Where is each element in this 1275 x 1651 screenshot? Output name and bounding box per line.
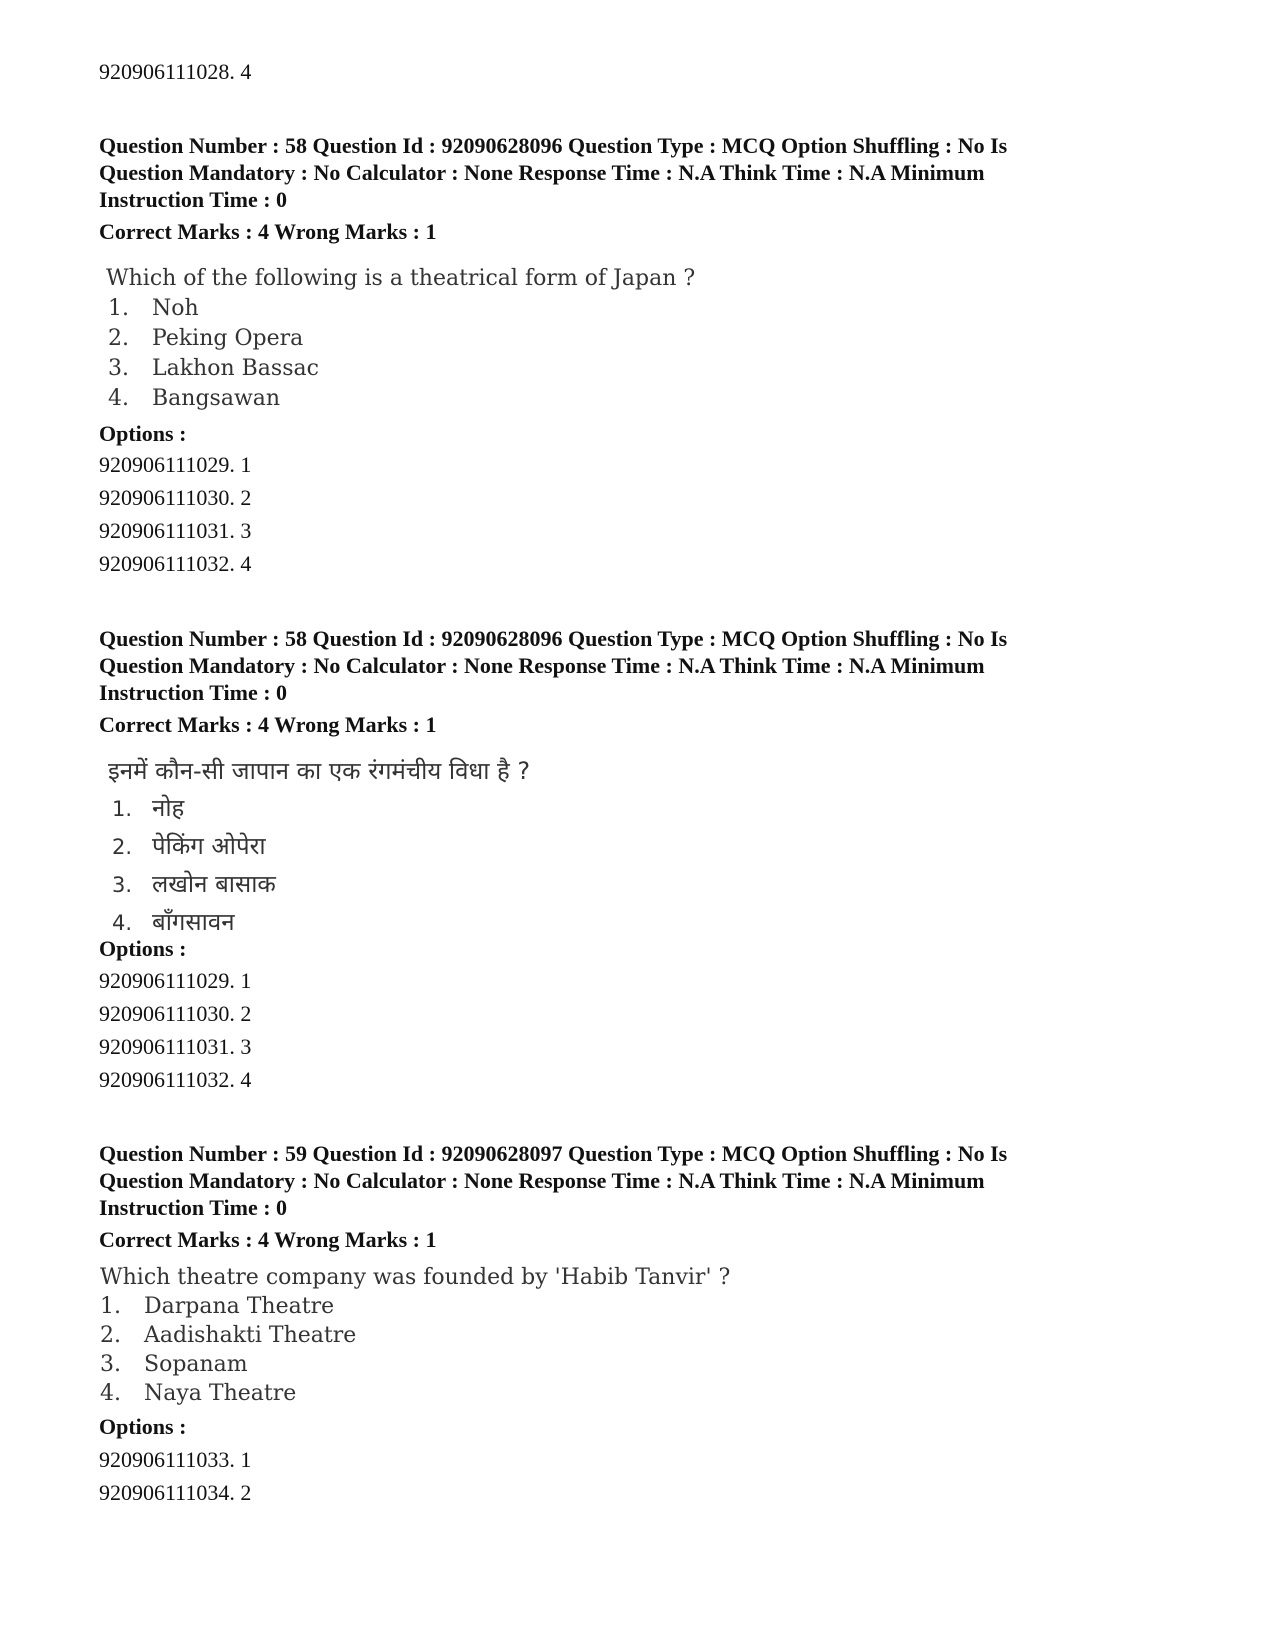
question-stem: Which of the following is a theatrical form of Japan ?: [106, 266, 696, 291]
answer-choice: 3. Sopanam: [100, 1352, 248, 1377]
answer-choice: 2. पेकिंग ओपेरा: [112, 832, 266, 860]
option-line: 920906111028. 4: [99, 59, 252, 84]
answer-choice: 2. Aadishakti Theatre: [100, 1323, 357, 1348]
question-meta-line: Question Number : 58 Question Id : 92090628096 Question Type : MCQ Option Shuffling : No Is: [99, 626, 1008, 651]
answer-choice: 3. Lakhon Bassac: [108, 356, 319, 381]
question-meta-line: Question Mandatory : No Calculator : None Response Time : N.A Think Time : N.A Minimum: [99, 160, 985, 185]
option-line: 920906111031. 3: [99, 1034, 252, 1059]
option-line: 920906111033. 1: [99, 1447, 252, 1472]
marks-line: Correct Marks : 4 Wrong Marks : 1: [99, 1227, 437, 1252]
question-text: [106, 264, 695, 414]
marks-line: Correct Marks : 4 Wrong Marks : 1: [99, 712, 437, 737]
question-meta-line: Question Number : 58 Question Id : 92090628096 Question Type : MCQ Option Shuffling : No Is: [99, 133, 1008, 158]
answer-choice: 4. बाँगसावन: [112, 908, 235, 936]
answer-choice: 3. लखोन बासाक: [112, 870, 276, 898]
options-label: Options :: [99, 1414, 187, 1439]
question-meta-line: Question Number : 59 Question Id : 92090628097 Question Type : MCQ Option Shuffling : No Is: [99, 1141, 1008, 1166]
options-label: Options :: [99, 421, 187, 446]
answer-choice: 1. नोह: [112, 794, 185, 822]
options-label: Options :: [99, 936, 187, 961]
question-text: [108, 752, 530, 942]
question-meta-line: Instruction Time : 0: [99, 680, 288, 705]
option-line: 920906111030. 2: [99, 1001, 252, 1026]
answer-choice: 4. Bangsawan: [108, 386, 281, 411]
question-stem: Which theatre company was founded by 'Habib Tanvir' ?: [100, 1265, 731, 1290]
question-meta-line: Question Mandatory : No Calculator : None Response Time : N.A Think Time : N.A Minimum: [99, 653, 985, 678]
marks-line: Correct Marks : 4 Wrong Marks : 1: [99, 219, 437, 244]
answer-choice: 1. Darpana Theatre: [100, 1294, 335, 1319]
question-stem: इनमें कौन-सी जापान का एक रंगमंचीय विधा है ?: [108, 757, 531, 785]
option-line: 920906111031. 3: [99, 518, 252, 543]
question-text: [100, 1263, 730, 1408]
question-meta-line: Instruction Time : 0: [99, 187, 288, 212]
option-line: 920906111032. 4: [99, 551, 252, 576]
question-meta-line: Question Mandatory : No Calculator : None Response Time : N.A Think Time : N.A Minimum: [99, 1168, 985, 1193]
option-line: 920906111032. 4: [99, 1067, 252, 1092]
option-line: 920906111029. 1: [99, 968, 252, 993]
option-line: 920906111029. 1: [99, 452, 252, 477]
option-line: 920906111030. 2: [99, 485, 252, 510]
answer-choice: 1. Noh: [108, 296, 199, 321]
question-meta-line: Instruction Time : 0: [99, 1195, 288, 1220]
option-line: 920906111034. 2: [99, 1480, 252, 1505]
answer-choice: 4. Naya Theatre: [100, 1381, 297, 1406]
answer-choice: 2. Peking Opera: [108, 326, 304, 351]
